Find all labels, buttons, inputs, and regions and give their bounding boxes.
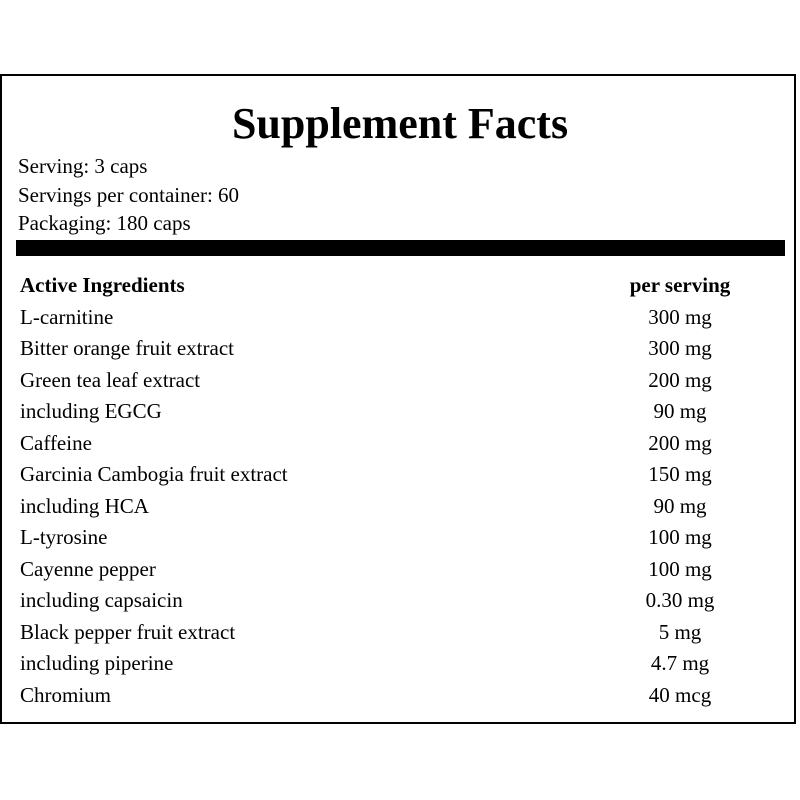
ingredient-name: Caffeine bbox=[20, 430, 92, 455]
ingredient-name: Cayenne pepper bbox=[20, 556, 156, 581]
ingredient-amount: 0.30 mg bbox=[645, 588, 715, 612]
table-row bbox=[20, 554, 780, 586]
ingredient-name: L-tyrosine bbox=[20, 525, 108, 549]
table-row bbox=[20, 365, 780, 397]
ingredient-name: including HCA bbox=[20, 493, 149, 518]
table-row bbox=[20, 459, 780, 491]
ingredients-table bbox=[20, 270, 780, 711]
thick-divider bbox=[16, 240, 785, 256]
ingredient-name: Chromium bbox=[20, 682, 112, 707]
ingredient-name: including EGCG bbox=[20, 399, 162, 423]
ingredient-amount: 5 mg bbox=[658, 619, 702, 644]
ingredient-name: Green tea leaf extract bbox=[20, 367, 201, 392]
table-row bbox=[20, 648, 780, 680]
ingredient-amount: 300 mg bbox=[648, 304, 712, 329]
table-row bbox=[20, 428, 780, 460]
table-header-row bbox=[20, 270, 780, 302]
ingredient-name: Garcinia Cambogia fruit extract bbox=[20, 462, 288, 486]
ingredient-name: L-carnitine bbox=[20, 304, 114, 329]
ingredient-amount: 90 mg bbox=[653, 493, 707, 518]
servings-per-container: Servings per container: 60 bbox=[18, 182, 240, 207]
header-per-serving: per serving bbox=[629, 273, 731, 297]
table-row bbox=[20, 333, 780, 365]
ingredient-amount: 40 mcg bbox=[648, 682, 712, 707]
ingredient-name: including piperine bbox=[20, 651, 174, 675]
table-row bbox=[20, 522, 780, 554]
ingredient-amount: 200 mg bbox=[648, 367, 712, 392]
serving-info bbox=[18, 152, 239, 238]
ingredient-amount: 150 mg bbox=[648, 462, 712, 486]
ingredient-name: Bitter orange fruit extract bbox=[20, 336, 234, 360]
table-row bbox=[20, 302, 780, 334]
packaging: Packaging: 180 caps bbox=[18, 211, 191, 235]
ingredient-amount: 100 mg bbox=[648, 556, 712, 581]
ingredient-amount: 100 mg bbox=[648, 525, 712, 549]
supplement-facts-panel bbox=[0, 74, 796, 724]
table-row bbox=[20, 680, 780, 712]
ingredient-amount: 200 mg bbox=[648, 430, 712, 455]
ingredient-amount: 300 mg bbox=[648, 336, 712, 360]
table-row bbox=[20, 585, 780, 617]
serving-size: Serving: 3 caps bbox=[18, 154, 148, 178]
table-row bbox=[20, 617, 780, 649]
ingredient-amount: 90 mg bbox=[653, 399, 707, 423]
ingredient-name: Black pepper fruit extract bbox=[20, 619, 236, 644]
table-row bbox=[20, 491, 780, 523]
ingredient-amount: 4.7 mg bbox=[650, 651, 710, 675]
header-active-ingredients: Active Ingredients bbox=[20, 273, 185, 297]
ingredient-name: including capsaicin bbox=[20, 588, 183, 612]
table-row bbox=[20, 396, 780, 428]
panel-title: Supplement Facts bbox=[231, 99, 569, 148]
